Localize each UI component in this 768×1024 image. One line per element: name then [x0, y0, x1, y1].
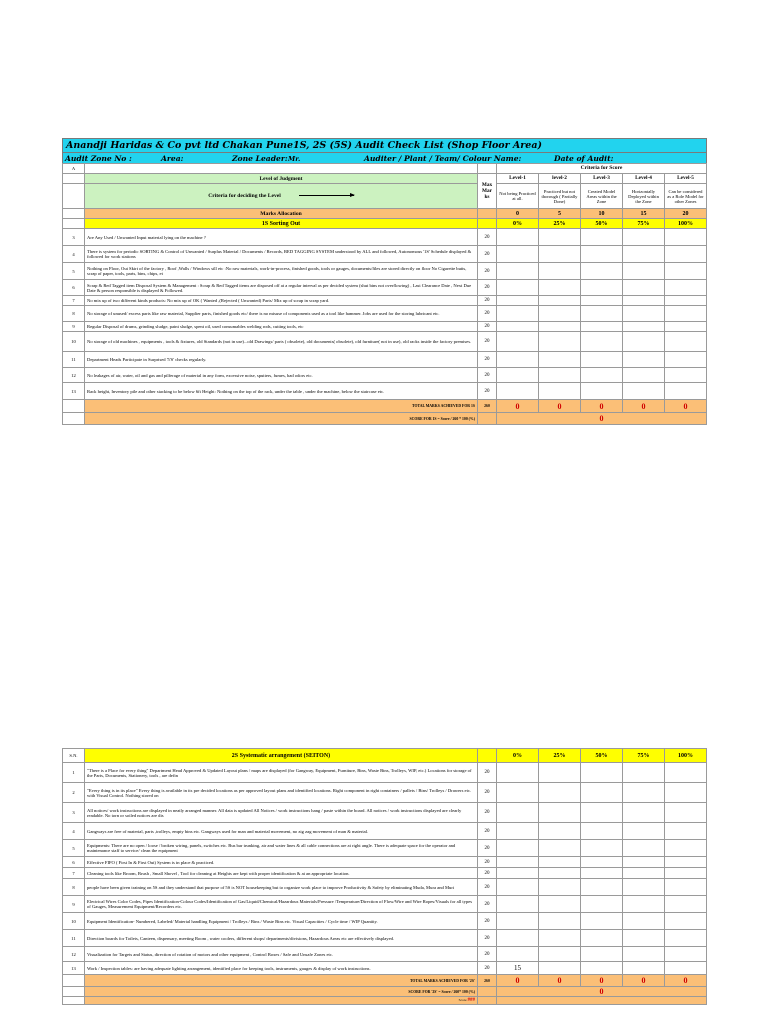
score-footer-label: Score: [458, 998, 467, 1002]
row-max-marks: 20: [478, 913, 497, 930]
s2-percent-3: 50%: [581, 749, 623, 763]
row-max-marks: 20: [478, 896, 497, 913]
score-1s-label: SCORE FOR 1S = Score / 260 * 100 (%): [85, 413, 478, 425]
row-max-marks: 20: [478, 352, 497, 368]
score-input-cell-level-4[interactable]: [623, 930, 665, 947]
score-footer-cell: [85, 997, 478, 1005]
row-max-marks: 20: [478, 306, 497, 322]
row-sn: 11: [63, 930, 85, 947]
s1-row: [63, 383, 707, 400]
audit-info-row: [63, 153, 707, 164]
row-criteria-text: No leakages of air, water, oil and gas and pilferage of material in any form, excessive noise, sputters, fumes, bad odors etc.: [85, 368, 478, 383]
row-sn: 9: [63, 896, 85, 913]
score-input-cell-level-4[interactable]: [623, 803, 665, 823]
s1-row: [63, 322, 707, 332]
row-max-marks: 20: [478, 803, 497, 823]
row-max-marks: 20: [478, 857, 497, 868]
score-input-cell-level-1[interactable]: [497, 322, 539, 332]
marks-allocation-label: Marks Allocation: [85, 209, 478, 219]
percent-5: 100%: [665, 219, 707, 229]
section-2s-heading: 2S Systematic arrangement (SEITON): [85, 749, 478, 763]
percent-2: 25%: [539, 219, 581, 229]
score-input-cell-level-2[interactable]: [539, 296, 581, 306]
score-input-cell-level-5[interactable]: [665, 947, 707, 962]
score-input-cell-level-3[interactable]: [581, 763, 623, 783]
score-input-cell-level-2[interactable]: [539, 383, 581, 400]
score-input-cell-level-1[interactable]: [497, 306, 539, 322]
score-input-cell-level-1[interactable]: [497, 352, 539, 368]
row-criteria-text: Work / Inspection tables: are having adequate lighting arrangement, identified place for keeping tools, instruments, gauges & display of work instructions.: [85, 962, 478, 975]
s2-row: [63, 947, 707, 962]
score-input-cell-level-4[interactable]: [623, 246, 665, 263]
row-criteria-text: Department Heads Participate in Surprised '5'S' checks regularly.: [85, 352, 478, 368]
score-input-cell-level-1[interactable]: [497, 930, 539, 947]
right-arrow-icon: [299, 195, 354, 196]
column-a-label: A: [63, 164, 85, 174]
level-4-desc: Horizontally Deployed within the Zone: [623, 184, 665, 209]
score-input-cell-level-2[interactable]: [539, 332, 581, 352]
row-criteria-text: No mix up of two different kinds products: No mix up of OK ( Wanted ,(Rejected ( Unwanted) Parts/ Mix up of scrap in scrap yard.: [85, 296, 478, 306]
marks-level-3: 10: [581, 209, 623, 219]
s2-percent-5: 100%: [665, 749, 707, 763]
level-4-header: Level-4: [623, 174, 665, 184]
criteria-label-text: Criteria for deciding the Level: [208, 193, 281, 199]
s1-row: [63, 352, 707, 368]
score-input-cell-level-3[interactable]: [581, 840, 623, 857]
total-1s-level-2: 0: [539, 400, 581, 413]
s2-percent-4: 75%: [623, 749, 665, 763]
score-input-cell-level-1[interactable]: [497, 840, 539, 857]
score-input-cell-level-3[interactable]: [581, 783, 623, 803]
level-3-header: Level-3: [581, 174, 623, 184]
score-input-cell-level-2[interactable]: [539, 763, 581, 783]
section-2s-table: [62, 748, 707, 1005]
level-of-judgment: Level of Judgment: [85, 174, 478, 184]
s2-row: [63, 962, 707, 975]
score-input-cell-level-5[interactable]: [665, 840, 707, 857]
score-input-cell-level-4[interactable]: [623, 783, 665, 803]
score-input-cell-level-1[interactable]: [497, 280, 539, 296]
total-1s-level-1: 0: [497, 400, 539, 413]
score-input-cell-level-3[interactable]: [581, 947, 623, 962]
percent-4: 75%: [623, 219, 665, 229]
score-input-cell-level-4[interactable]: [623, 296, 665, 306]
row-max-marks: 20: [478, 879, 497, 896]
score-input-cell-level-2[interactable]: [539, 322, 581, 332]
score-input-cell-level-2[interactable]: [539, 352, 581, 368]
score-input-cell-level-5[interactable]: [665, 246, 707, 263]
max-marks-header: Max Mar ks: [478, 174, 497, 209]
score-input-cell-level-4[interactable]: [623, 368, 665, 383]
score-input-cell-level-1[interactable]: [497, 763, 539, 783]
score-input-cell-level-5[interactable]: [665, 296, 707, 306]
score-input-cell-level-3[interactable]: [581, 879, 623, 896]
score-input-cell-level-3[interactable]: [581, 857, 623, 868]
s1-row: [63, 306, 707, 322]
s2-row: [63, 840, 707, 857]
row-sn: 11: [63, 352, 85, 368]
s1-row: [63, 332, 707, 352]
s2-row: [63, 857, 707, 868]
s2-row: [63, 868, 707, 879]
total-2s-level-5: 0: [665, 975, 707, 987]
s2-row: [63, 783, 707, 803]
criteria-for-score: Criteria for Score: [497, 164, 707, 174]
score-input-cell-level-5[interactable]: [665, 896, 707, 913]
row-max-marks: 20: [478, 332, 497, 352]
row-max-marks: 20: [478, 229, 497, 246]
row-sn: 3: [63, 803, 85, 823]
row-sn: 5: [63, 840, 85, 857]
area-label: Area:: [161, 153, 184, 163]
row-criteria-text: No storage of old machines , equipments , tools & fixtures, old Standards (not in use)...old Drawings/ parts ( obsolete), old documents( obsolete), old furniture( not in use), old racks inside the factory premises.: [85, 332, 478, 352]
row-criteria-text: Equipment Identification- Numbered, Labeled/ Material handling Equipment / Trolleys / Bins / Waste Bins etc. Visual Capacities / Cycle time / WIP Quantity.: [85, 913, 478, 930]
score-input-cell-level-3[interactable]: [581, 306, 623, 322]
score-input-cell-level-2[interactable]: [539, 280, 581, 296]
score-input-cell-level-3[interactable]: [581, 280, 623, 296]
total-1s-max: 260: [478, 400, 497, 413]
row-criteria-text: people have been given training on 5S and they understand that purpose of 5S is NOT housekeeping but to organize work place to improve Productivity & Safety by eliminating Muda, Mura and Muri: [85, 879, 478, 896]
score-input-cell-level-4[interactable]: [623, 896, 665, 913]
sn-header: S.N.: [63, 749, 85, 763]
score-input-cell-level-1[interactable]: [497, 383, 539, 400]
row-criteria-text: Equipments: There are no open / loose / broken wiring, panels, switches etc. Bus bar trunking, air and water lines & all cable connections are at right angle. There is adequate space for the operator and maintenance staff to service/ clean the equipment: [85, 840, 478, 857]
score-input-cell-level-2[interactable]: [539, 263, 581, 280]
score-input-cell-level-2[interactable]: [539, 246, 581, 263]
score-input-cell-level-5[interactable]: [665, 332, 707, 352]
score-input-cell-level-2[interactable]: [539, 868, 581, 879]
score-input-cell-level-1[interactable]: [497, 947, 539, 962]
row-max-marks: 20: [478, 823, 497, 840]
score-input-cell-level-4[interactable]: [623, 306, 665, 322]
score-1s-value: 0: [497, 413, 707, 425]
row-criteria-text: Scrap & Red Tagged item Disposal System & Management : Scrap & Red Tagged items are disposed off at a regular interval as per decided system (shut bins not overflowing) , Last Clearance Date , Next Due Date & person responsible is displayed & Followed.: [85, 280, 478, 296]
row-criteria-text: Visualization for Targets and Status, direction of rotation of motors and other equipment , Control Boxes / Safe and Unsafe Zones etc.: [85, 947, 478, 962]
score-input-cell-level-1[interactable]: [497, 263, 539, 280]
row-sn: 4: [63, 246, 85, 263]
score-input-cell-level-1[interactable]: [497, 803, 539, 823]
score-input-cell-level-3[interactable]: [581, 868, 623, 879]
score-input-cell-level-4[interactable]: [623, 229, 665, 246]
s2-row: [63, 803, 707, 823]
s1-row: [63, 263, 707, 280]
section-1s-table: [62, 163, 707, 425]
score-input-cell-level-3[interactable]: [581, 913, 623, 930]
criteria-deciding-level: [85, 184, 478, 209]
score-input-cell-level-3[interactable]: [581, 383, 623, 400]
score-input-cell-level-1[interactable]: [497, 857, 539, 868]
level-3-desc: Created Model Areas within the Zone: [581, 184, 623, 209]
marks-level-5: 20: [665, 209, 707, 219]
s2-percent-1: 0%: [497, 749, 539, 763]
row-max-marks: 20: [478, 930, 497, 947]
percent-1: 0%: [497, 219, 539, 229]
score-input-cell-level-2[interactable]: [539, 896, 581, 913]
row-criteria-text: Direction boards for Toilets, Canteen, dispensary, meeting Room , water coolers, different shops/ departments/divisions, Hazardous Areas etc are effectively displayed.: [85, 930, 478, 947]
s2-row: [63, 823, 707, 840]
s2-row: [63, 913, 707, 930]
row-sn: 7: [63, 868, 85, 879]
score-input-cell-level-3[interactable]: [581, 352, 623, 368]
row-criteria-text: "Every thing is in its place" Every thing is available in its pre decided locations as per approved layout plans and identified locations. Right component in right containers / pallets / Bins/ Trolleys / Drawers etc. with Visual Control. Nothing stored on: [85, 783, 478, 803]
marks-level-2: 5: [539, 209, 581, 219]
row-sn: 9: [63, 322, 85, 332]
row-sn: 7: [63, 296, 85, 306]
level-1-desc: Not being Practiced at all.: [497, 184, 539, 209]
score-input-cell-level-5[interactable]: [665, 763, 707, 783]
s1-row: [63, 368, 707, 383]
score-input-cell-level-1[interactable]: [497, 783, 539, 803]
row-max-marks: 20: [478, 763, 497, 783]
score-input-cell-level-4[interactable]: [623, 352, 665, 368]
row-sn: 12: [63, 947, 85, 962]
s2-percent-2: 25%: [539, 749, 581, 763]
score-input-cell-level-5[interactable]: [665, 930, 707, 947]
score-input-cell-level-5[interactable]: [665, 306, 707, 322]
row-criteria-text: Regular Disposal of drums, grinding sludge, paint sludge, spent oil, used consumables welding rods, cutting tools, etc: [85, 322, 478, 332]
score-input-cell-level-3[interactable]: [581, 229, 623, 246]
row-criteria-text: There is system for periodic SORTING & Control of Unwanted / Surplus Material / Documents / Records, RED TAGGING SYSTEM understood by ALL and followed, Autonomous '1S' Schedule displayed & followed for work stations: [85, 246, 478, 263]
percent-3: 50%: [581, 219, 623, 229]
score-input-cell-level-4[interactable]: [623, 947, 665, 962]
row-sn: 12: [63, 368, 85, 383]
row-criteria-text: "There is a Place for every thing" Department Head Approved & Updated Layout plans / maps are displayed (for Gangway, Equipment, Furniture, Bins, Waste Bins, Trolleys, WIP, etc.) Locations for storage of the Parts, Documents, Stationery, tools , are defin: [85, 763, 478, 783]
score-input-cell-level-3[interactable]: [581, 930, 623, 947]
score-input-cell-level-5[interactable]: [665, 879, 707, 896]
level-1-header: Level-1: [497, 174, 539, 184]
total-1s-level-3: 0: [581, 400, 623, 413]
score-input-cell-level-2[interactable]: [539, 803, 581, 823]
row-sn: 10: [63, 913, 85, 930]
row-max-marks: 20: [478, 868, 497, 879]
score-input-cell-level-2[interactable]: [539, 840, 581, 857]
score-input-cell-level-5[interactable]: [665, 368, 707, 383]
document-title: Anandji Haridas & Co pvt ltd Chakan Pune1S, 2S (5S) Audit Check List (Shop Floor Area): [63, 139, 707, 153]
score-input-cell-level-1[interactable]: [497, 246, 539, 263]
row-max-marks: 20: [478, 783, 497, 803]
mr-label: Mr.: [288, 154, 301, 163]
score-input-cell-level-1[interactable]: [497, 332, 539, 352]
score-input-cell-level-5[interactable]: [665, 913, 707, 930]
marks-level-4: 15: [623, 209, 665, 219]
date-label: Date of Audit:: [554, 153, 614, 163]
audit-header: [62, 138, 707, 164]
row-sn: 5: [63, 263, 85, 280]
auditor-label: Auditer / Plant / Team/ Colour Name:: [364, 153, 522, 163]
score-input-cell-level-4[interactable]: [623, 879, 665, 896]
total-2s-max: 260: [478, 975, 497, 987]
row-criteria-text: Electrical Wires Color Codes, Pipes Identification-Colour Codes/Identification of Gas/Liquid/Chemical/Hazardous Materials/Pressure /Temperature/Direction of Flow/Wire and Wire Ropes/Visuals for all types of Gauges, Measurement Equipment/Recorders etc.: [85, 896, 478, 913]
score-input-cell-level-5[interactable]: [665, 322, 707, 332]
s1-row: [63, 246, 707, 263]
score-input-cell-level-4[interactable]: [623, 868, 665, 879]
score-input-cell-level-1[interactable]: [497, 879, 539, 896]
section-1s-heading: 1S Sorting Out: [85, 219, 478, 229]
row-sn: 13: [63, 962, 85, 975]
row-criteria-text: Rack height, Inventory pile and other stacking to be below 6ft Height: Nothing on the top of the rack, under the table , under the machine, below the staircase etc.: [85, 383, 478, 400]
score-input-cell-level-5[interactable]: [665, 868, 707, 879]
row-max-marks: 20: [478, 263, 497, 280]
score-input-cell-level-4[interactable]: [623, 840, 665, 857]
row-max-marks: 20: [478, 296, 497, 306]
level-5-header: Level-5: [665, 174, 707, 184]
score-input-cell-level-1[interactable]: [497, 229, 539, 246]
total-2s-label: TOTAL MARKS ACHIEVED FOR '2S': [85, 975, 478, 987]
total-1s-level-5: 0: [665, 400, 707, 413]
row-sn: 8: [63, 879, 85, 896]
score-input-cell-level-5[interactable]: [665, 263, 707, 280]
score-input-cell-level-1[interactable]: 15: [497, 962, 539, 975]
row-criteria-text: Are Any Used / Unwanted Input material lying on the machine ?: [85, 229, 478, 246]
row-criteria-text: Cleaning tools like Broom, Brush , Small Shovel , Tool for cleaning at Heights are kept with proper identification & at an appropriate location.: [85, 868, 478, 879]
score-input-cell-level-3[interactable]: [581, 803, 623, 823]
score-input-cell-level-3[interactable]: [581, 332, 623, 352]
row-max-marks: 20: [478, 840, 497, 857]
score-input-cell-level-1[interactable]: [497, 296, 539, 306]
s2-row: [63, 896, 707, 913]
audit-zone-label: Audit Zone No :: [65, 153, 132, 163]
score-input-cell-level-2[interactable]: [539, 368, 581, 383]
score-input-cell-level-2[interactable]: [539, 930, 581, 947]
score-input-cell-level-5[interactable]: [665, 383, 707, 400]
row-sn: 1: [63, 763, 85, 783]
row-max-marks: 20: [478, 947, 497, 962]
row-max-marks: 20: [478, 962, 497, 975]
row-criteria-text: Gangways are free of material, parts ,trolleys, empty bins etc. Gangways used for man and material movement, no zig zag movement of man & material.: [85, 823, 478, 840]
s1-row: [63, 280, 707, 296]
score-input-cell-level-5[interactable]: [665, 280, 707, 296]
level-2-header: level-2: [539, 174, 581, 184]
score-input-cell-level-5[interactable]: [665, 352, 707, 368]
score-2s-value: 0: [497, 987, 707, 997]
score-input-cell-level-1[interactable]: [497, 823, 539, 840]
zone-leader-label: Zone Leader:: [232, 153, 288, 163]
score-input-cell-level-1[interactable]: [497, 913, 539, 930]
score-input-cell-level-1[interactable]: [497, 368, 539, 383]
score-input-cell-level-3[interactable]: [581, 896, 623, 913]
row-sn: 6: [63, 857, 85, 868]
row-sn: 13: [63, 383, 85, 400]
score-input-cell-level-4[interactable]: [623, 913, 665, 930]
row-max-marks: 20: [478, 322, 497, 332]
level-2-desc: Practiced but not thorough ( Partially Done): [539, 184, 581, 209]
row-criteria-text: All notices/ work instructions are displayed in neatly arranged manner. All data is updated All Notices / work instructions hang / paste within the board. All notices / work instructions displayed are clearly readable. No torn or soiled notices are dis: [85, 803, 478, 823]
score-input-cell-level-4[interactable]: [623, 763, 665, 783]
score-input-cell-level-2[interactable]: [539, 913, 581, 930]
score-input-cell-level-4[interactable]: [623, 263, 665, 280]
row-max-marks: 20: [478, 368, 497, 383]
s1-row: [63, 229, 707, 246]
score-input-cell-level-3[interactable]: [581, 246, 623, 263]
total-2s-level-3: 0: [581, 975, 623, 987]
score-input-cell-level-1[interactable]: [497, 896, 539, 913]
row-max-marks: 20: [478, 246, 497, 263]
score-footer-error: ###: [467, 998, 475, 1003]
row-criteria-text: No storage of unused/ excess parts like raw material, Supplier parts, finished goods etc/ there is no misuse of components used as a tool like hammer. Jobs are used for the storing lubricant etc.: [85, 306, 478, 322]
score-input-cell-level-4[interactable]: [623, 823, 665, 840]
score-input-cell-level-2[interactable]: [539, 962, 581, 975]
score-input-cell-level-3[interactable]: [581, 322, 623, 332]
marks-level-1: 0: [497, 209, 539, 219]
score-input-cell-level-5[interactable]: [665, 803, 707, 823]
score-input-cell-level-4[interactable]: [623, 857, 665, 868]
row-sn: 10: [63, 332, 85, 352]
score-input-cell-level-2[interactable]: [539, 783, 581, 803]
total-2s-level-2: 0: [539, 975, 581, 987]
score-input-cell-level-2[interactable]: [539, 879, 581, 896]
score-input-cell-level-3[interactable]: [581, 368, 623, 383]
score-input-cell-level-5[interactable]: [665, 229, 707, 246]
score-input-cell-level-4[interactable]: [623, 332, 665, 352]
s1-row: [63, 296, 707, 306]
score-input-cell-level-5[interactable]: [665, 783, 707, 803]
total-2s-level-1: 0: [497, 975, 539, 987]
score-input-cell-level-3[interactable]: [581, 296, 623, 306]
score-2s-label: SCORE FOR '2S' = Score / 260* 100 (%): [85, 987, 478, 997]
score-input-cell-level-4[interactable]: [623, 322, 665, 332]
total-1s-label: TOTAL MARKS ACHIEVED FOR 1S: [85, 400, 478, 413]
row-sn: 2: [63, 783, 85, 803]
row-sn: 6: [63, 280, 85, 296]
score-input-cell-level-5[interactable]: [665, 962, 707, 975]
score-input-cell-level-3[interactable]: [581, 962, 623, 975]
score-input-cell-level-4[interactable]: [623, 962, 665, 975]
row-max-marks: 20: [478, 280, 497, 296]
score-input-cell-level-3[interactable]: [581, 823, 623, 840]
score-input-cell-level-2[interactable]: [539, 857, 581, 868]
s2-row: [63, 879, 707, 896]
total-1s-level-4: 0: [623, 400, 665, 413]
row-criteria-text: Nothing on Floor, Out Skirt of the factory , Roof ,Walls / Windows sill etc :No raw materials, work-in-process, finished goods, tools or gauges, documents/files are stored directly on floor No Cigarette butts, scrap of paper, tools, parts, bins, chips, et: [85, 263, 478, 280]
row-sn: 3: [63, 229, 85, 246]
s2-row: [63, 930, 707, 947]
total-2s-level-4: 0: [623, 975, 665, 987]
level-5-desc: Can be considered as a Role Model for other Zones: [665, 184, 707, 209]
score-input-cell-level-2[interactable]: [539, 947, 581, 962]
row-max-marks: 20: [478, 383, 497, 400]
score-input-cell-level-3[interactable]: [581, 263, 623, 280]
score-input-cell-level-1[interactable]: [497, 868, 539, 879]
score-input-cell-level-4[interactable]: [623, 280, 665, 296]
score-input-cell-level-2[interactable]: [539, 306, 581, 322]
score-input-cell-level-2[interactable]: [539, 823, 581, 840]
score-input-cell-level-2[interactable]: [539, 229, 581, 246]
row-sn: 4: [63, 823, 85, 840]
s2-row: [63, 763, 707, 783]
row-sn: 8: [63, 306, 85, 322]
row-criteria-text: Effective FIFO ( First In & First Out) System is in place & practiced.: [85, 857, 478, 868]
score-input-cell-level-4[interactable]: [623, 383, 665, 400]
score-input-cell-level-5[interactable]: [665, 857, 707, 868]
score-input-cell-level-5[interactable]: [665, 823, 707, 840]
